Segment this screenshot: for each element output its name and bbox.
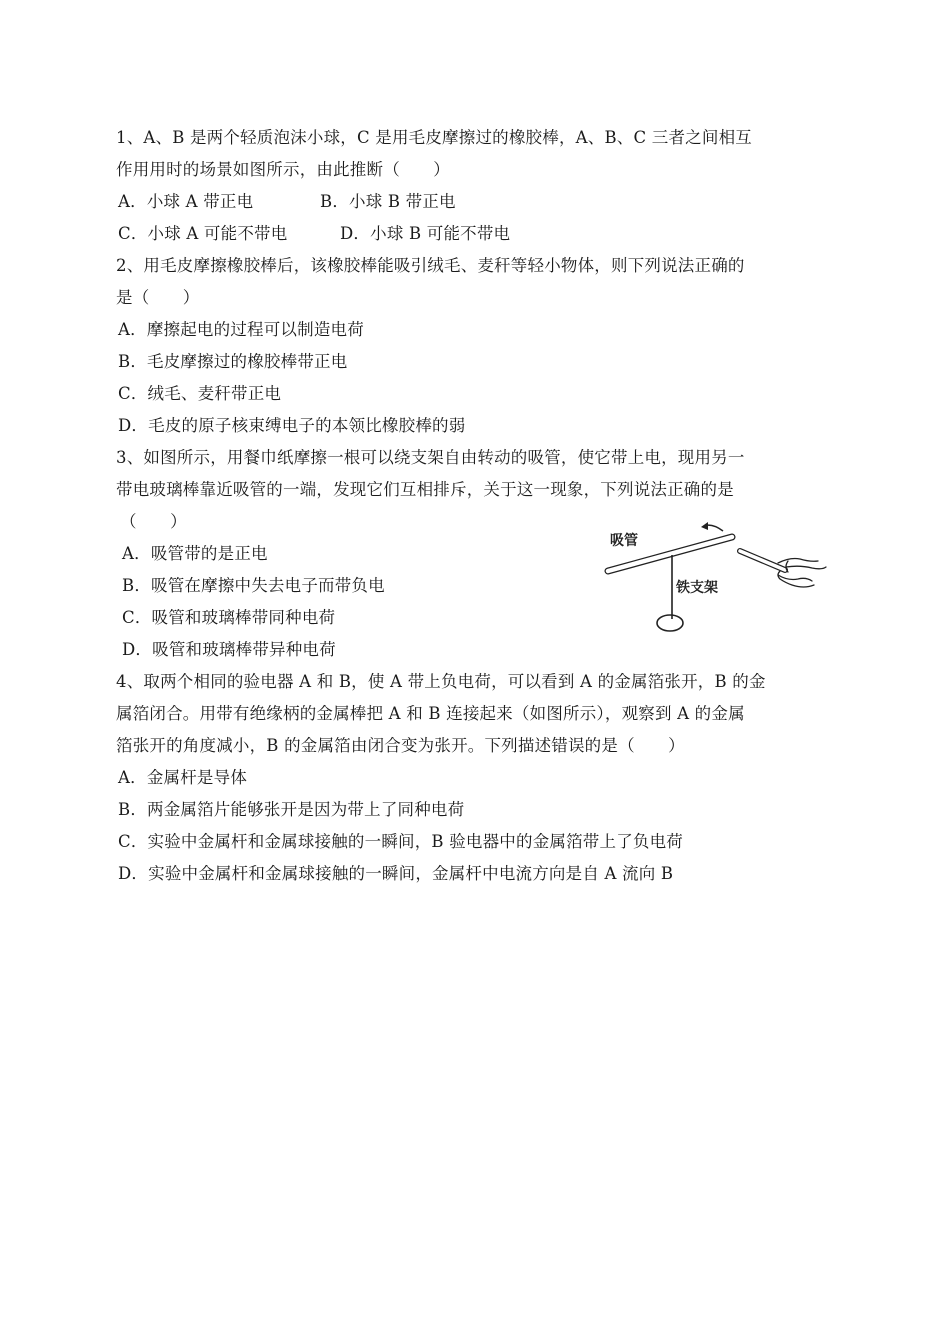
q4-option-c: C．实验中金属杆和金属球接触的一瞬间，B 验电器中的金属箔带上了负电荷 bbox=[118, 832, 683, 851]
q4-stem-line1: 4、取两个相同的验电器 A 和 B，使 A 带上负电荷，可以看到 A 的金属箔张开，B 的金 bbox=[116, 672, 766, 691]
q1-option-b: B．小球 B 带正电 bbox=[320, 192, 456, 211]
q3-stem-line3: （ ） bbox=[120, 512, 187, 531]
q2-stem-line2: 是（ ） bbox=[116, 288, 200, 307]
q3-option-c: C．吸管和玻璃棒带同种电荷 bbox=[122, 608, 336, 627]
q1-stem-line2: 作用用时的场景如图所示，由此推断（ ） bbox=[116, 160, 450, 179]
q4-option-d: D．实验中金属杆和金属球接触的一瞬间，金属杆中电流方向是自 A 流向 B bbox=[118, 864, 674, 883]
label-straw: 吸管 bbox=[610, 533, 638, 549]
glass-rod bbox=[740, 551, 785, 570]
q2-option-c: C．绒毛、麦秆带正电 bbox=[118, 384, 282, 403]
q4-stem-line3: 箔张开的角度减小，B 的金属箔由闭合变为张开。下列描述错误的是（ ） bbox=[116, 736, 685, 755]
q1-option-c: C．小球 A 可能不带电 bbox=[118, 224, 288, 243]
q1-option-a: A．小球 A 带正电 bbox=[118, 192, 254, 211]
q4-stem-line2: 属箔闭合。用带有绝缘柄的金属棒把 A 和 B 连接起来（如图所示），观察到 A 的金属 bbox=[116, 704, 745, 723]
q4-option-b: B．两金属箔片能够张开是因为带上了同种电荷 bbox=[118, 800, 465, 819]
q3-stem-line1: 3、如图所示，用餐巾纸摩擦一根可以绕支架自由转动的吸管，使它带上电，现用另一 bbox=[116, 448, 745, 467]
q3-stem-line2: 带电玻璃棒靠近吸管的一端，发现它们互相排斥，关于这一现象，下列说法正确的是 bbox=[116, 480, 734, 499]
q3-option-a: A．吸管带的是正电 bbox=[122, 544, 268, 563]
label-iron-stand: 铁支架 bbox=[676, 580, 718, 596]
q2-option-b: B．毛皮摩擦过的橡胶棒带正电 bbox=[118, 352, 348, 371]
q4-option-a: A．金属杆是导体 bbox=[118, 768, 248, 787]
q3-option-b: B．吸管在摩擦中失去电子而带负电 bbox=[122, 576, 385, 595]
q2-stem-line1: 2、用毛皮摩擦橡胶棒后，该橡胶棒能吸引绒毛、麦秆等轻小物体，则下列说法正确的 bbox=[116, 256, 745, 275]
q2-option-d: D．毛皮的原子核束缚电子的本领比橡胶棒的弱 bbox=[118, 416, 466, 435]
q1-stem-line1: 1、A、B 是两个轻质泡沫小球，C 是用毛皮摩擦过的橡胶棒，A、B、C 三者之间相互 bbox=[116, 128, 752, 147]
q1-option-d: D．小球 B 可能不带电 bbox=[340, 224, 511, 243]
iron-stand-base bbox=[657, 615, 683, 631]
straw-repulsion-figure bbox=[600, 515, 835, 640]
straw-figure-svg bbox=[600, 515, 835, 640]
q2-option-a: A．摩擦起电的过程可以制造电荷 bbox=[118, 320, 364, 339]
q3-option-d: D．吸管和玻璃棒带异种电荷 bbox=[122, 640, 336, 659]
rotation-arrow-icon bbox=[701, 522, 723, 531]
